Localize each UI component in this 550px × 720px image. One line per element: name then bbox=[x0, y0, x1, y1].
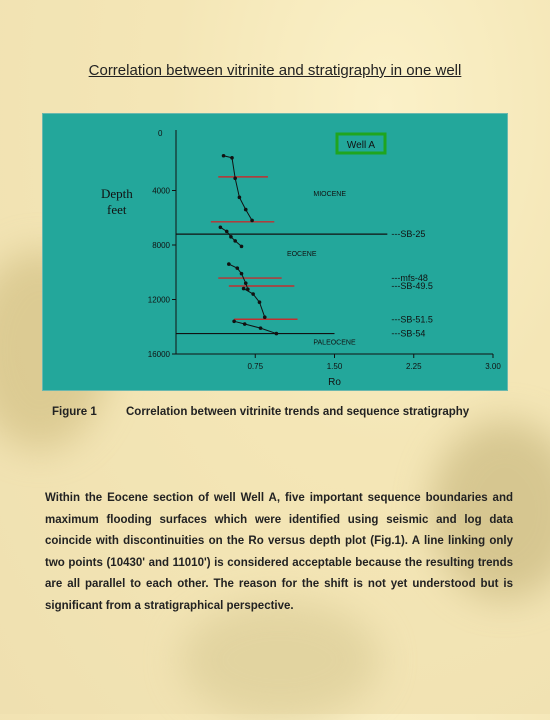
data-point bbox=[225, 230, 229, 234]
trend-line bbox=[234, 321, 276, 333]
epoch-label: EOCENE bbox=[286, 250, 317, 258]
data-point bbox=[242, 287, 246, 291]
boundary-label: ---SB-25 bbox=[391, 229, 426, 240]
x-tick-label: 3.00 bbox=[485, 362, 501, 371]
data-point bbox=[233, 239, 237, 243]
data-point bbox=[238, 196, 242, 200]
y-tick-label: 8000 bbox=[152, 241, 170, 250]
vitrinite-depth-chart bbox=[43, 114, 507, 390]
data-point bbox=[240, 245, 244, 249]
data-point bbox=[219, 225, 223, 229]
data-point bbox=[222, 154, 226, 158]
y-axis-label-units: feet bbox=[107, 202, 127, 217]
page-title: Correlation between vitrinite and stratigraphy in one well bbox=[88, 62, 462, 79]
background-blob bbox=[180, 600, 380, 720]
y-tick-label: 12000 bbox=[147, 295, 170, 305]
x-tick-label: 0.75 bbox=[247, 362, 264, 371]
y-tick-label: 4000 bbox=[152, 186, 170, 196]
data-point bbox=[227, 262, 231, 266]
figure-caption: Correlation between vitrinite trends and sequence stratigraphy bbox=[126, 406, 470, 418]
data-point bbox=[230, 156, 234, 160]
body-paragraph: Within the Eocene section of well Well A, five important sequence boundaries and maximum flooding surfaces which were identified using seismic and log data coincide with discontinuities on the Ro versus depth plot (Fig.1). A line linking only two points (10430' and 11010') is considered acceptable because the resulting trends are all parallel to each other. The reason for the shift is not yet understood but is significant from a stratigraphical perspective. bbox=[45, 492, 513, 612]
boundary-label: ---SB-54 bbox=[391, 328, 426, 339]
boundary-label: ---SB-49.5 bbox=[391, 281, 433, 292]
data-point bbox=[240, 272, 244, 276]
epoch-label: MIOCENE bbox=[313, 190, 347, 198]
data-point bbox=[232, 320, 236, 324]
data-point bbox=[235, 266, 239, 270]
data-point bbox=[275, 332, 279, 336]
x-tick-label: 1.50 bbox=[326, 362, 343, 371]
trend-line bbox=[224, 156, 253, 221]
y-axis-label: Depth bbox=[101, 186, 133, 201]
data-point bbox=[229, 235, 233, 239]
boundary-label: ---SB-51.5 bbox=[391, 314, 433, 325]
epoch-label: PALEOCENE bbox=[313, 339, 356, 347]
data-point bbox=[251, 292, 255, 296]
chart-panel bbox=[42, 113, 508, 391]
well-label: Well A bbox=[346, 140, 376, 151]
x-tick-label: 2.25 bbox=[405, 362, 422, 371]
y-top-label: 0 bbox=[158, 129, 163, 138]
data-point bbox=[258, 300, 262, 304]
data-point bbox=[259, 326, 263, 330]
data-point bbox=[244, 208, 248, 212]
figure-number: Figure 1 bbox=[52, 406, 97, 418]
boundary-label: ---mfs-48 bbox=[391, 273, 428, 284]
data-point bbox=[244, 281, 248, 285]
data-point bbox=[250, 219, 254, 223]
data-point bbox=[243, 322, 247, 326]
y-tick-label: 16000 bbox=[147, 350, 170, 359]
x-axis-label: Ro bbox=[328, 377, 341, 388]
data-point bbox=[233, 176, 237, 180]
data-point bbox=[263, 315, 267, 319]
